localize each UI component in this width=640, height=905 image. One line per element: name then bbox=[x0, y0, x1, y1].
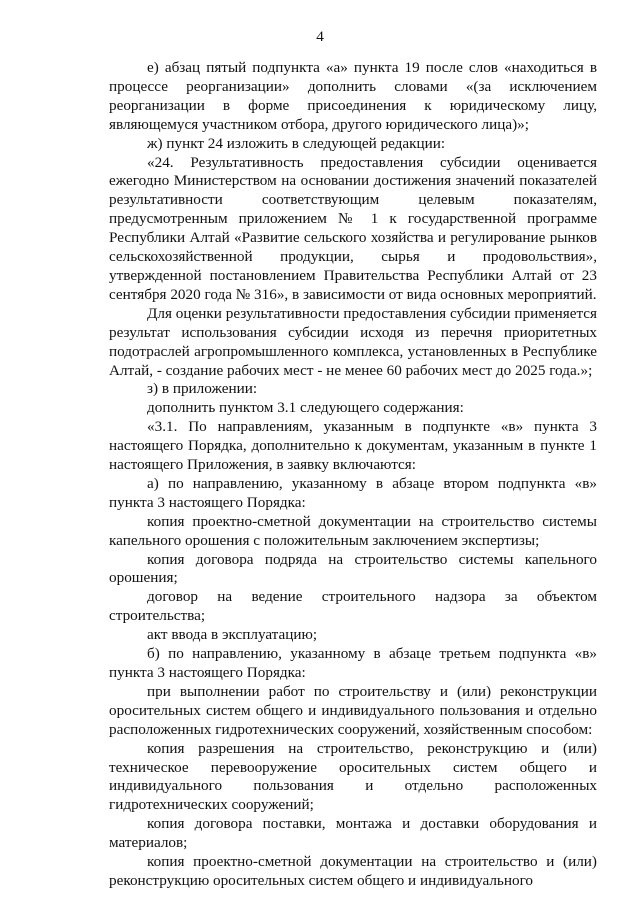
document-body bbox=[109, 59, 597, 891]
paragraph-9: копия проектно-сметной документации на строительство системы капельного орошения с положительным заключением экспертизы; bbox=[109, 512, 597, 549]
paragraph-4: Для оценки результативности предоставления субсидии применяется результат использования субсидии исходя из перечня приоритетных подотраслей агропромышленного комплекса, установленных в Республике Алтай, - создание рабочих мест - не менее 60 рабочих мест до 2025 года.»; bbox=[109, 304, 597, 379]
paragraph-14: при выполнении работ по строительству и (или) реконструкции оросительных систем общего и индивидуального пользования и отдельно расположенных гидротехнических сооружений, хозяйственным способом: bbox=[109, 682, 597, 738]
paragraph-8: а) по направлению, указанному в абзаце втором подпункта «в» пункта 3 настоящего Порядка: bbox=[109, 474, 597, 511]
paragraph-12: акт ввода в эксплуатацию; bbox=[147, 626, 318, 644]
paragraph-13: б) по направлению, указанному в абзаце третьем подпункта «в» пункта 3 настоящего Порядка: bbox=[109, 645, 597, 681]
paragraph-5: з) в приложении: bbox=[147, 380, 258, 398]
paragraph-17: копия проектно-сметной документации на строительство и (или) реконструкцию оросительных систем общего и индивидуального bbox=[109, 853, 597, 889]
paragraph-16: копия договора поставки, монтажа и доставки оборудования и материалов; bbox=[109, 815, 597, 852]
paragraph-15: копия разрешения на строительство, реконструкцию и (или) техническое перевооружение оросительных систем общего и индивидуального пользования и отдельно расположенных гидротехнических сооружений; bbox=[109, 739, 597, 814]
paragraph-7: «3.1. По направлениям, указанным в подпункте «в» пункта 3 настоящего Порядка, дополнительно к документам, указанным в пункте 1 настоящего Приложения, в заявку включаются: bbox=[109, 418, 597, 474]
paragraph-3: «24. Результативность предоставления субсидии оценивается ежегодно Министерством на основании достижения значений показателей результативности соответствующим целевым показателям, предусмотренным приложением № 1 к государственной программе Республики Алтай «Развитие сельского хозяйства и регулирование рынков сельскохозяйственной продукции, сырья и продовольствия», утвержденной постановлением Правительства Республики Алтай от 23 сентября 2020 года № 316», в зависимости от вида основных мероприятий. bbox=[109, 153, 597, 303]
paragraph-1: е) абзац пятый подпункта «а» пункта 19 после слов «находиться в процессе реорганизации» дополнить словами «(за исключением реорганизации в форме присоединения к юридическому лицу, являющемуся участником отбора, другого юридического лица)»; bbox=[109, 59, 597, 133]
paragraph-6: дополнить пунктом 3.1 следующего содержания: bbox=[147, 399, 464, 417]
paragraph-10: копия договора подряда на строительство системы капельного орошения; bbox=[109, 550, 597, 587]
paragraph-11: договор на ведение строительного надзора за объектом строительства; bbox=[109, 588, 597, 625]
page-number: 4 bbox=[316, 28, 324, 45]
paragraph-2: ж) пункт 24 изложить в следующей редакции: bbox=[147, 134, 446, 152]
